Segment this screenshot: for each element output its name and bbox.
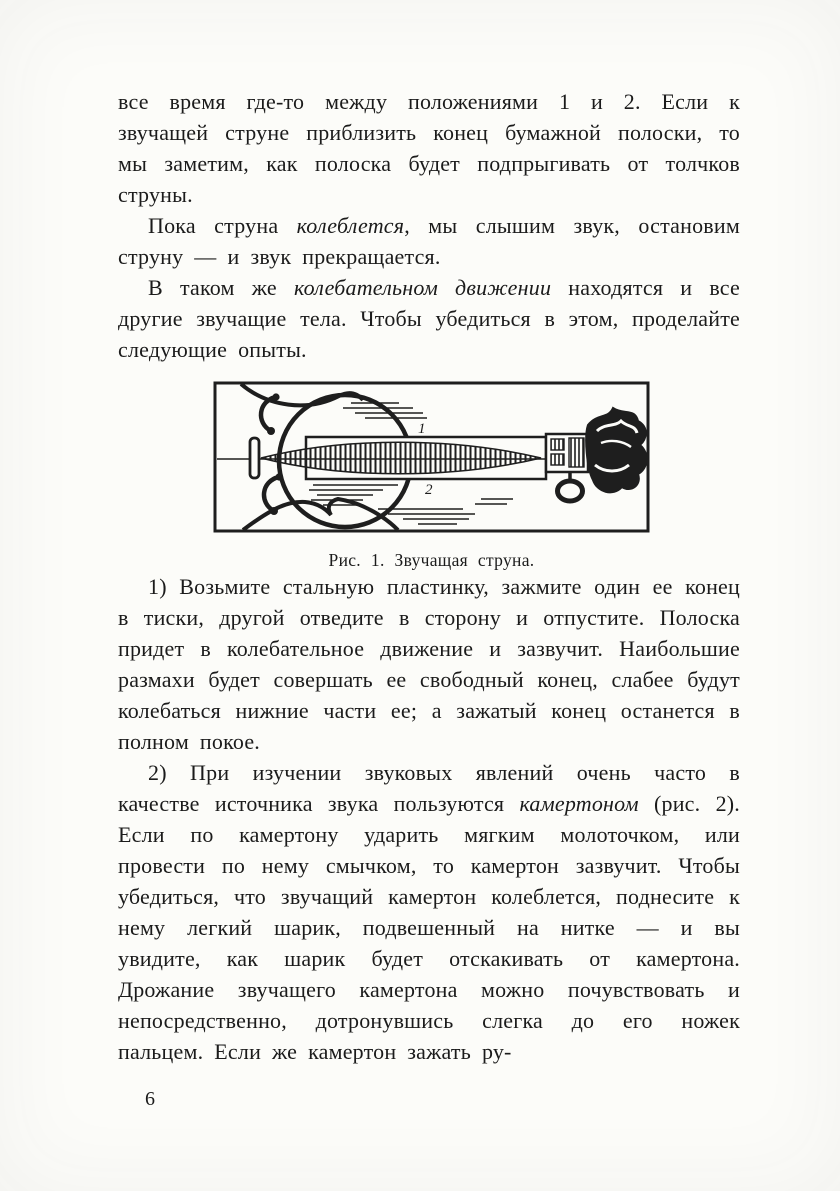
paragraph-string-vibrates xyxy=(118,210,740,272)
figure-caption: Рис. 1. Звучащая струна. xyxy=(328,550,535,570)
bridge xyxy=(250,438,259,478)
italic-term: камертоном xyxy=(519,791,639,816)
paragraph-text: 2) При изучении звуковых явлений очень часто в качестве источника звука пользуются xyxy=(118,760,740,816)
label-1: 1 xyxy=(418,421,426,437)
paragraph-oscillatory-motion xyxy=(118,272,740,365)
paragraph-text: , мы слышим звук, остановим струну — и звук прекращается. xyxy=(118,213,740,269)
tailpiece xyxy=(546,434,588,472)
tuning-scroll xyxy=(586,408,646,492)
paragraph-experiment-1 xyxy=(118,571,740,757)
paragraph-text: 1) Возьмите стальную пластинку, зажмите один ее конец в тиски, другой отведите в сторону и отпустите. Полоска придет в колебательное движение и зазвучит. Наибольшие размахи будет совершать ее свободный конец, слабее будут колебаться нижние части ее; а зажатый конец останется в полном покое. xyxy=(118,574,740,754)
text-block xyxy=(118,86,740,1111)
italic-term: колебательном движении xyxy=(293,275,552,300)
label-2: 2 xyxy=(425,482,433,498)
sounding-string-illustration xyxy=(213,381,650,533)
page-number: 6 xyxy=(145,1088,155,1110)
paragraph-text: Пока струна xyxy=(148,213,297,238)
paragraph-continuation xyxy=(118,86,740,210)
paragraph-text: В таком же xyxy=(148,275,294,300)
tension-knob xyxy=(558,472,583,501)
paragraph-text: все время где-то между положениями 1 и 2. Если к звучащей струне приблизить конец бумажной полоски, то мы заметим, как полоска будет подпрыгивать от толчков струны. xyxy=(118,89,740,207)
paragraph-text: находятся и все другие звучащие тела. Чтобы убедиться в этом, проделайте следующие опыты. xyxy=(118,275,741,362)
italic-term: колеблется xyxy=(296,213,405,238)
paragraph-text: (рис. 2). Если по камертону ударить мягким молоточком, или провести по нему смычком, то камертон зазвучит. Чтобы убедиться, что звучащий камертон колеблется, поднесите к нему легкий шарик, подвешенный на нитке — и вы увидите, как шарик будет отскакивать от камертона. Дрожание звучащего камертона можно почувствовать и непосредственно, дотронувшись слегка до его ножек пальцем. Если же камертон зажать ру- xyxy=(118,791,740,1064)
figure-sounding-string xyxy=(213,381,650,571)
paragraph-experiment-2 xyxy=(118,757,740,1067)
